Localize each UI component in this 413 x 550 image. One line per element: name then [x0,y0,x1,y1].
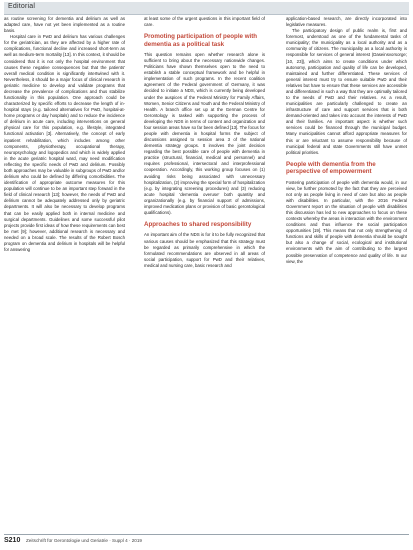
page-number: S210 [4,537,21,544]
section-heading: Promoting participation of people with dementia as a political task [144,33,258,48]
body-paragraph: Hospital care in PwD and delirium has various challenges for the geriatrician, as they are affected by a higher rate of complications, functional decline and increased short-term as well as medium-term mortality [13]. In this context, it should be considered that it is not only the hospital environment that causes these negative consequences but that the patients' overall medical condition is significantly intertwined with it. Nevertheless, it should be a major focus of clinical research in geriatric medicine to develop and validate programs that decrease the prevalence of complications and thus stabilize functionality in this population. One approach could be characterized by specific efforts to decrease the length of in-hospital stays (e.g. tailored alternatives for PwD, hospital-at-home programs or day hospitals) and to reduce the incidence of delirium in acute care, including interventions on general physical care for this population, e.g. lifestyle, integrated functional activation [3]. Alternatively, the concept of early inpatient rehabilitation, which includes among other components, physiotherapy, occupational therapy, neuropsychology and logopedics and which is widely applied in the acute geriatric hospital ward, may need modification reflecting the specific needs of PwD and delirium. Possibly both approaches may be valuable in subgroups of PwD and/or delirium who could be defined by differing comorbidities. The identification of appropriate outcome measures for this population will continue to be an important step forward in the field of clinical research [13]; however, the needs of PwD and delirium cannot be adequately addressed only by geriatric departments. It will also be necessary to develop programs that can be easily applied both in internal medicine and surgical departments. Guidelines and some successful pilot projects provide first ideas of how these requirements can best be met [9]; however, additional research is necessary and needed on a broad scale. The results of the Robert Bosch program on dementia and delirium in hospitals will be helpful for answering [4,34,125,252]
body-paragraph: The participatory design of public realm is, first and foremost, understood as one of the fundamental tasks of municipality; the municipality as a local authority and as a community of citizens. The municipality as a local authority is responsible for services of general interest (Daseinsvorsorge; [10, 23]), which aims to create conditions under which autonomy, participation and quality of life can be developed, maintained and further differentiated. These services of general interest must try to ensure suitable PwD and their relatives but have to ensure that these services are accessible and differentiated in such a way that they are optimally tailored to the needs of PwD and their relatives. As a result, municipalities are particularly challenged to create an infrastructure of care and support services that is both demand-oriented and takes into account the interests of PwD and their families. An important aspect is whether such services could be financed through the municipal budget. Many municipalities cannot afford appropriate measures for this or are reluctant to assume responsibility because of municipal federal and state Governments still have unmet political priorities. [286,28,407,155]
page-footer [4,534,409,547]
body-paragraph: An important aim of the NDS is for it to be fully recognized that various causes should be emphasized that this strategy must be regarded as primarily comprehensive in which the formulated recommendations are observed in all areas of social participation, support for PwD and their relatives, medical and nursing care, basic research and [144,232,265,268]
section-heading: People with dementia from the perspective of empowerment [286,160,376,176]
journal-citation: Zeitschrift für Gerontologie und Geriatrie · Suppl 4 · 2019 [26,538,142,543]
text-column-3 [286,16,407,528]
body-paragraph: This question remains open whether research alone is sufficient to bring about the necessary nationwide changes. Politicians have shown themselves open to the need to establish a stable conceptual framework and be helpful in implementation of such programs. In the recent coalition agreement of the Federal government of Germany, it was decided to initiate a NDS, which is currently being developed under the auspices of the Federal Ministry for Family Affairs, Women, Senior Citizens and Youth and the Federal Ministry of Health. A branch office set up at the German Centre for Gerontology is tasked with supporting the process of developing the NDS in terms of content and organization and four session areas have so far been defined [13]. The focus for people with dementia in hospital forms the subject of discussions assigned to session area 3 of the national dementia strategy groups. It involves the joint decision regarding the best possible care of people with dementia in practice (structural, financial, medical and personnel) and requires professional, intersectoral and interprofessional cooperation. Accordingly, this working group focuses on (1) avoiding risks being associated with unnecessary hospitalization, (2) improving the special form of hospitalization (e.g. by integrating screening procedures) and (3) reducing acute hospital 'dementia overuse' both quantity and organizationally (e.g. by financial support of admissions, improved medication plans or provision of basic gerontological qualifications). [144,51,265,215]
body-paragraph: Fostering participation of people with dementia would, in our view, be further promoted by the fact that they are perceived not only as people living in need of care but also as people with disabilities. In particular, with the 2016 Federal Government report on the situation of people with disabilities this discussion has led to new approaches to focus on these contexts whereby the areas in interaction with the environment conditions and thus influence the social participation opportunities [19]. This means that not only strengthening of functions and skills of people with dementia should be sought but also a change of social, ecological and institutional environments with the aim of contributing to the largest possible preservation of competence and quality of life. In our view, the [286,179,407,264]
text-column-1 [4,16,125,528]
body-paragraph: application-based research, are directly incorporated into legislative measures. [286,16,407,28]
section-header-bar [4,2,409,15]
body-paragraph: as routine screening for dementia and delirium as well as adapted care, have not yet been implemented as a routine basis. [4,16,125,34]
body-paragraph: at least some of the urgent questions in this important field of care. [144,16,265,28]
text-column-2 [144,16,265,528]
section-heading: Approaches to shared responsibility [144,221,252,229]
section-label: Editorial [8,3,36,10]
